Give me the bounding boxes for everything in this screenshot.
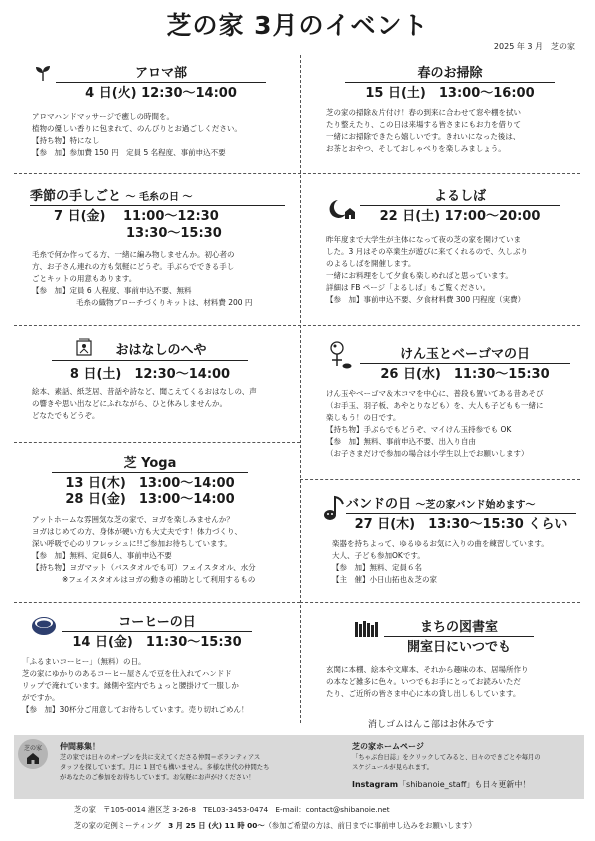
section-divider [14, 602, 300, 603]
homepage-title: 芝の家ホームページ [352, 742, 424, 751]
section-divider [300, 479, 580, 480]
meeting-date: 3 月 25 日 (火) 11 時 00〜 [168, 821, 265, 830]
address-line: 芝の家 〒105-0014 港区芝 3-26-8 TEL03-3453-0474 E-mail：contact@shibanoie.net [74, 805, 390, 814]
event-description: 昨年度まで大学生が主体になって夜の芝の家を開けていま した。3 月はその卒業生が遊びに来てくれるので、久しぶり のよるしばを開催します。 一緒にお料理をして夕食も楽しめればと思っています。 詳細は FB ページ「よるしば」もご覧ください。 【参 加】事前申込不要、夕食材料費 300 円程度（実費） [326, 235, 529, 304]
event-aroma [56, 66, 266, 103]
event-coffee [62, 615, 252, 652]
column-divider [300, 55, 301, 723]
instagram-account: 「shibanoie_staff」も日々更新中！ [398, 780, 531, 789]
recruit-text: 芝の家では日々のオープンを共に支えてくださる仲間＝ボランティアス タッフを探しています。月に 1 回でも構いません。多様な世代の仲間たち があなたのご参加をお待ちしています。お気軽にお声がけください！ [60, 754, 270, 781]
section-divider [14, 325, 580, 326]
event-datetime: 28 日(金) 13:00〜14:00 [65, 492, 235, 507]
event-kendama [360, 347, 570, 384]
event-description: アロマハンドマッサージで癒しの時間を。 植物の優しい香りに包まれて、のんびりとお過ごしください。 【持ち物】特になし 【参 加】参加費 150 円 定員 5 名程度、事前申込不要 [32, 112, 242, 157]
event-title: コーヒーの日 [62, 615, 252, 632]
event-ohanashi [86, 343, 236, 360]
eraser-stamp-notice: 消しゴムはんこ部はお休みです [368, 720, 495, 730]
event-datetime: 4 日(火) 12:30〜14:00 [85, 86, 237, 101]
event-description: アットホームな雰囲気な芝の家で、ヨガを楽しみませんか？ ヨガはじめての方、身体が硬い方も大丈夫です！体力づくり、 深い呼吸で心のリフレッシュに!!ご参加お待ちしています。 【参 加】無料、定員6人、事前申込不要 【持ち物】ヨガマット（バスタオルでも可）フェイスタオル、水分 ※フェイスタオルはヨガの動きの補助として利用するもの [32, 515, 256, 584]
recruit-title: 仲間募集！ [60, 742, 100, 751]
event-subtitle: 〜芝の家バンド始めます〜 [415, 500, 536, 511]
event-cleaning [345, 66, 555, 103]
section-divider [14, 173, 580, 174]
bookshelf-icon [354, 620, 380, 642]
event-datetime: 13:30〜15:30 [126, 226, 222, 241]
event-description: 絵本、素話、紙芝居、昔話や詩など、聞こえてくるおはなしの、声 の響きや思い出などにふれながら、ひと休みしませんか。 どなたでもどうぞ。 [32, 387, 257, 420]
page-title: 芝の家 3月のイベント [166, 11, 429, 40]
moon-house-icon [328, 198, 356, 226]
instagram-line [352, 779, 530, 790]
event-description: 芝の家の掃除＆片付け！春の到来に合わせて窓や棚を拭い たり整えたり、この日は来場する皆さまにもお力を借りて 一緒にお掃除できたら嬉しいです。きれいになった後は、 お茶とおやつ、そしておしゃべりを楽しみましょう。 [326, 108, 521, 153]
instagram-label: Instagram [352, 780, 399, 789]
event-datetime: 26 日(水) 11:30〜15:30 [380, 367, 550, 382]
event-datetime: 27 日(木) 13:30〜15:30 くらい [354, 517, 568, 532]
event-datetime: 22 日(土) 17:00〜20:00 [379, 209, 541, 224]
event-description: けん玉やベーゴマ＆木コマを中心に、普段も置いてある昔あそび （お手玉、羽子板、あやとりなども）を、大人も子どもも一緒に 楽しもう！の日です。 【持ち物】手ぶらでもどうぞ、マイけん玉持参でも OK 【参 加】無料、事前申込不要、出入り自由 （お子さまだけで参加の場合は小学生以上でお願いします） [326, 389, 544, 458]
music-note-icon [322, 494, 346, 526]
title-underline [52, 360, 248, 361]
event-datetime: 8 日(土) 12:30〜14:00 [69, 367, 231, 382]
kendama-icon [328, 340, 352, 376]
homepage-text: 「ちゃぶ台日誌」をクリックしてみると、日々のできごとや毎月の スケジュールが見られます。 [352, 754, 541, 771]
event-yoga [52, 456, 248, 509]
event-datetime: 15 日(土) 13:00〜16:00 [365, 86, 535, 101]
event-description: 「ふるまいコーヒー」（無料）の日。 芝の家にゆかりのあるコーヒー屋さんで豆を仕入れてハンドド リップで淹れています。縁側や室内でちょっと腰掛けて一服しか がですか。 【参 加】30杯分ご用意してお待ちしています。売り切れごめん！ [22, 657, 249, 714]
event-title: 季節の手しごと 〜 毛糸の日 〜 [30, 189, 285, 206]
section-divider [300, 602, 580, 603]
badge-label: 芝の家 [23, 745, 42, 752]
event-title: よるしば [360, 189, 560, 206]
meeting-line: 芝の家の定例ミーティング 3 月 25 日 (火) 11 時 00〜（参加ご希望の方は、前日までに事前申し込みをお願いします） [74, 821, 477, 830]
house-logo [18, 739, 48, 769]
event-description: 毛糸で何か作ってる方、一緒に編み物しませんか。初心者の 方、お子さん連れの方も気軽にどうぞ。手ぶらでできる手し ごとキットの用意もあります。 【参 加】定員 6 人程度、事前申込不要、無料 毛糸の織物ブローチづくりキットは、材料費 200 円 [32, 250, 253, 307]
event-datetime: 7 日(金) 11:00〜12:30 [54, 209, 219, 224]
event-title: 春のお掃除 [345, 66, 555, 83]
event-band [346, 497, 576, 534]
event-description: 楽器を持ちよって、ゆるゆるお気に入りの曲を練習しています。 大人、子ども参加OKです。 【参 加】無料、定員６名 【主 催】小日山拓也＆芝の家 [332, 539, 549, 584]
event-datetime: 開室日にいつでも [406, 640, 511, 655]
event-description: 玄関に本棚、絵本や文庫本、それから趣味の本、居場所作り の本など雑多に色々。いつでもお手にとってお読みいただ たり、ご近所の皆さま中心に本の貸し出しもしています。 [326, 665, 529, 698]
event-title: けん玉とベーゴマの日 [360, 347, 570, 364]
event-library [384, 620, 534, 657]
event-title: バンドの日 〜芝の家バンド始めます〜 [346, 497, 576, 514]
event-title: アロマ部 [56, 66, 266, 83]
event-kisetsu [30, 189, 285, 243]
section-divider [14, 442, 300, 443]
event-subtitle: 〜 毛糸の日 〜 [125, 192, 193, 203]
event-datetime: 13 日(木) 13:00〜14:00 [65, 476, 235, 491]
sprout-icon [34, 64, 52, 86]
event-title: 芝 Yoga [52, 456, 248, 473]
event-yorushiba [360, 189, 560, 226]
event-title: まちの図書室 [384, 620, 534, 637]
coffee-cup-icon [30, 614, 58, 642]
page-dateline: 2025 年 3 月 芝の家 [493, 42, 575, 51]
event-title: おはなしのへや [115, 343, 207, 358]
event-datetime: 14 日(金) 11:30〜15:30 [72, 635, 242, 650]
